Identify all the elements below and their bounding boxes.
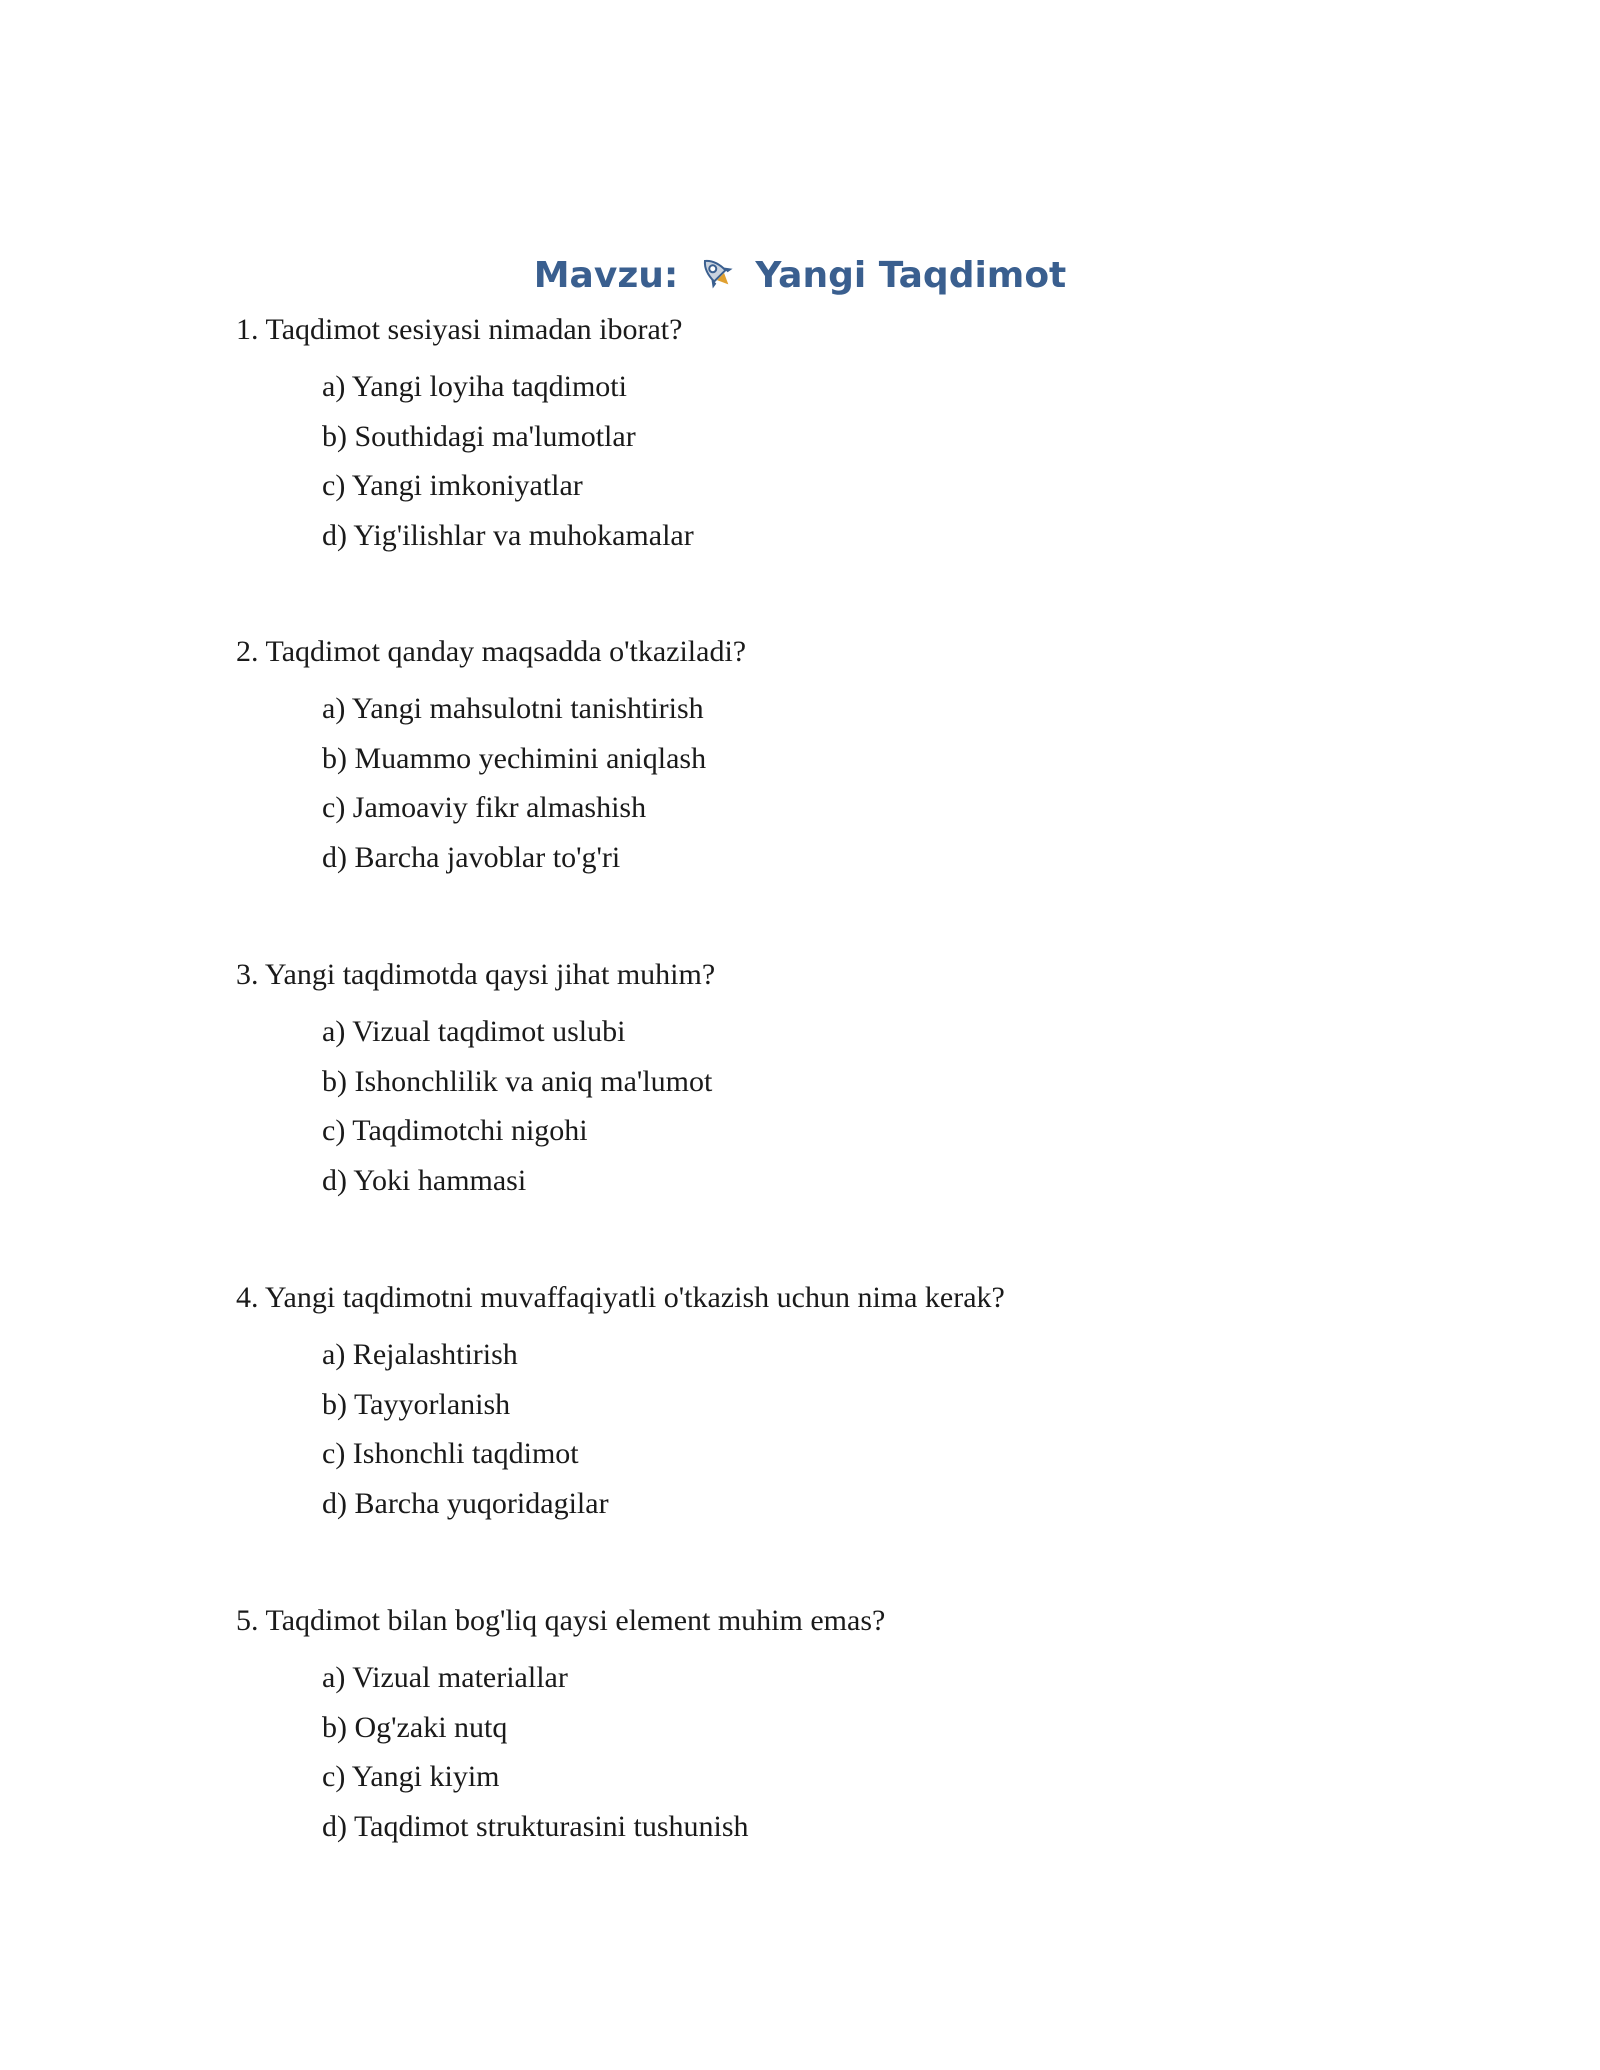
question-text: 4. Yangi taqdimotni muvaffaqiyatli o'tkazish uchun nima kerak?	[236, 1281, 1005, 1314]
option-d: d) Barcha yuqoridagilar	[322, 1486, 609, 1520]
option-b: b) Southidagi ma'lumotlar	[322, 419, 636, 453]
option-b: b) Og'zaki nutq	[322, 1710, 508, 1744]
answer-options	[236, 1335, 1436, 1524]
option-c: c) Yangi kiyim	[322, 1760, 500, 1793]
option-a: a) Vizual materiallar	[322, 1661, 568, 1694]
answer-options	[236, 1658, 1436, 1847]
option-a: a) Yangi loyiha taqdimoti	[322, 370, 627, 403]
rocket-icon	[697, 253, 737, 293]
question-3	[236, 955, 1436, 1210]
question-5	[236, 1601, 1436, 1856]
answer-options	[236, 367, 1436, 556]
question-text: 1. Taqdimot sesiyasi nimadan iborat?	[236, 313, 683, 346]
question-text: 2. Taqdimot qanday maqsadda o'tkaziladi?	[236, 635, 747, 668]
option-d: d) Yig'ilishlar va muhokamalar	[322, 518, 694, 552]
question-1	[236, 310, 1436, 565]
question-2	[236, 632, 1436, 887]
question-4	[236, 1278, 1436, 1533]
page-title	[0, 252, 1600, 300]
title-prefix: Mavzu:	[533, 255, 679, 296]
option-d: d) Yoki hammasi	[322, 1163, 527, 1197]
option-c: c) Ishonchli taqdimot	[322, 1437, 579, 1470]
title-text: Yangi Taqdimot	[755, 255, 1067, 296]
question-text: 3. Yangi taqdimotda qaysi jihat muhim?	[236, 958, 716, 991]
question-text: 5. Taqdimot bilan bog'liq qaysi element muhim emas?	[236, 1604, 886, 1637]
option-a: a) Rejalashtirish	[322, 1338, 518, 1371]
option-d: d) Barcha javoblar to'g'ri	[322, 840, 621, 874]
answer-options	[236, 689, 1436, 878]
option-a: a) Yangi mahsulotni tanishtirish	[322, 692, 704, 725]
option-c: c) Jamoaviy fikr almashish	[322, 791, 647, 824]
option-d: d) Taqdimot strukturasini tushunish	[322, 1809, 749, 1843]
option-b: b) Tayyorlanish	[322, 1387, 511, 1421]
option-b: b) Muammo yechimini aniqlash	[322, 741, 707, 775]
option-b: b) Ishonchlilik va aniq ma'lumot	[322, 1064, 713, 1098]
option-c: c) Yangi imkoniyatlar	[322, 469, 583, 502]
answer-options	[236, 1012, 1436, 1201]
option-c: c) Taqdimotchi nigohi	[322, 1114, 588, 1147]
option-a: a) Vizual taqdimot uslubi	[322, 1015, 626, 1048]
